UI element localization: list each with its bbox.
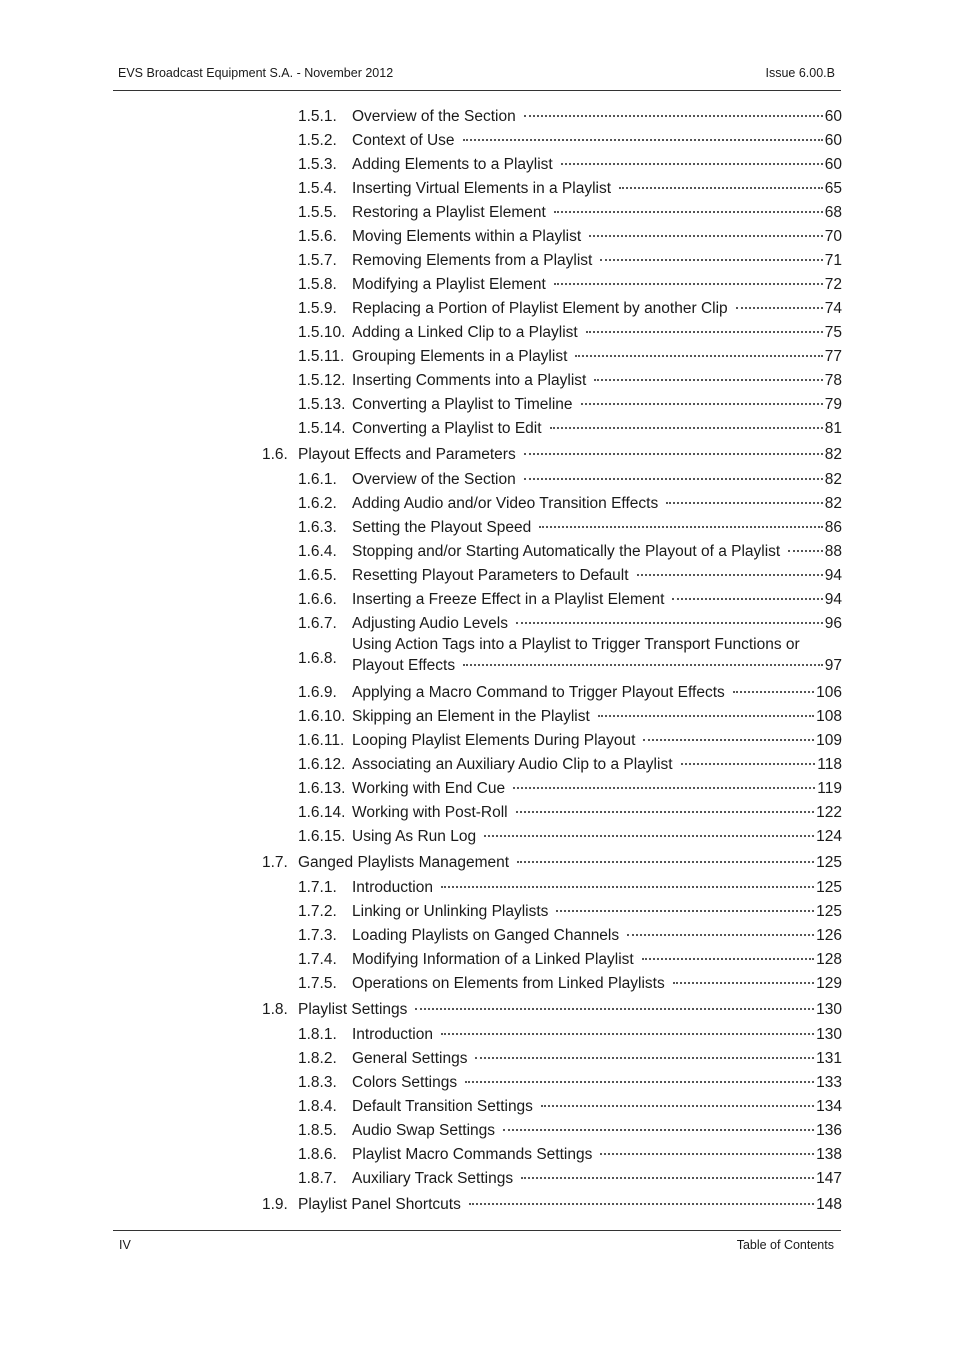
toc-entry-page: 96 xyxy=(824,615,842,632)
toc-entry-line xyxy=(352,369,842,393)
dot-leader xyxy=(681,762,816,765)
toc-entry[interactable] xyxy=(262,1167,842,1191)
toc-entry-title: Overview of the Section xyxy=(352,471,516,488)
toc-entry[interactable] xyxy=(262,753,842,777)
toc-entry[interactable] xyxy=(262,201,842,225)
toc-entry[interactable] xyxy=(262,369,842,393)
toc-entry-number: 1.7.3. xyxy=(298,927,337,944)
dot-leader xyxy=(503,1128,814,1131)
dot-leader xyxy=(586,330,823,333)
dot-leader xyxy=(516,621,823,624)
toc-entry-number: 1.9. xyxy=(262,1196,288,1213)
toc-entry-title: Replacing a Portion of Playlist Element by another Clip xyxy=(352,300,728,317)
toc-entry[interactable] xyxy=(262,417,842,441)
toc-entry-title: Adding Audio and/or Video Transition Effects xyxy=(352,495,659,512)
dot-leader xyxy=(556,909,814,912)
toc-entry-number: 1.6.10. xyxy=(298,708,346,725)
toc-entry-page: 119 xyxy=(817,780,842,797)
dot-leader xyxy=(561,162,823,165)
toc-entry-line xyxy=(352,972,842,996)
dot-leader xyxy=(463,663,823,666)
toc-entry[interactable] xyxy=(262,297,842,321)
toc-entry-title: Stopping and/or Starting Automatically the Playout of a Playlist xyxy=(352,543,781,560)
page-footer xyxy=(113,1230,841,1252)
toc-entry-line xyxy=(352,129,842,153)
toc-entry-title: Playlist Settings xyxy=(298,1001,408,1018)
toc-entry[interactable] xyxy=(262,997,842,1023)
toc-entry-line xyxy=(352,588,842,612)
toc-entry-title: Applying a Macro Command to Trigger Playout Effects xyxy=(352,684,725,701)
toc-entry[interactable] xyxy=(262,924,842,948)
toc-entry-page: 70 xyxy=(824,228,842,245)
dot-leader xyxy=(600,1152,814,1155)
dot-leader xyxy=(475,1056,814,1059)
toc-entry-number: 1.8.4. xyxy=(298,1098,337,1115)
toc-entry-line xyxy=(352,468,842,492)
toc-entry[interactable] xyxy=(262,492,842,516)
toc-entry-number: 1.6.3. xyxy=(298,519,337,536)
toc-entry[interactable] xyxy=(262,177,842,201)
toc-entry-line xyxy=(352,564,842,588)
dot-leader xyxy=(463,138,823,141)
toc-entry-page: 136 xyxy=(816,1122,842,1139)
toc-entry-title: Colors Settings xyxy=(352,1074,458,1091)
toc-entry[interactable] xyxy=(262,273,842,297)
toc-entry-line xyxy=(352,1119,842,1143)
toc-entry-page: 60 xyxy=(824,108,842,125)
dot-leader xyxy=(598,714,814,717)
dot-leader xyxy=(666,501,823,504)
toc-entry-number: 1.8.2. xyxy=(298,1050,337,1067)
toc-entry[interactable] xyxy=(262,516,842,540)
toc-entry-line xyxy=(352,1167,842,1191)
toc-entry-title: Overview of the Section xyxy=(352,108,516,125)
dot-leader xyxy=(521,1176,814,1179)
toc-entry-title: Inserting a Freeze Effect in a Playlist Element xyxy=(352,591,665,608)
dot-leader xyxy=(581,402,823,405)
toc-entry[interactable] xyxy=(262,850,842,876)
toc-entry-page: 134 xyxy=(816,1098,842,1115)
toc-entry-number: 1.5.10. xyxy=(298,324,346,341)
toc-entry-number: 1.6.14. xyxy=(298,804,346,821)
toc-entry-line xyxy=(352,825,842,849)
toc-entry-page: 125 xyxy=(816,854,842,871)
toc-entry-number: 1.5.5. xyxy=(298,204,337,221)
toc-entry-page: 86 xyxy=(824,519,842,536)
toc-entry-title: Audio Swap Settings xyxy=(352,1122,496,1139)
toc-entry-page: 129 xyxy=(816,975,842,992)
toc-entry-title: General Settings xyxy=(352,1050,468,1067)
dot-leader xyxy=(516,810,815,813)
dot-leader xyxy=(594,378,822,381)
toc-entry-page: 60 xyxy=(824,132,842,149)
toc-entry-title: Playout Effects and Parameters xyxy=(298,446,516,463)
toc-entry-line xyxy=(352,177,842,201)
toc-entry-line xyxy=(352,801,842,825)
toc-entry-page: 94 xyxy=(824,591,842,608)
toc-entry-page: 124 xyxy=(816,828,842,845)
toc-entry-title: Inserting Comments into a Playlist xyxy=(352,372,587,389)
toc-entry-title: Modifying a Playlist Element xyxy=(352,276,546,293)
toc-entry-page: 138 xyxy=(816,1146,842,1163)
toc-entry-page: 75 xyxy=(824,324,842,341)
toc-entry-title: Associating an Auxiliary Audio Clip to a Playlist xyxy=(352,756,673,773)
toc-entry-line xyxy=(352,516,842,540)
dot-leader xyxy=(637,573,823,576)
toc-entry-line xyxy=(352,924,842,948)
toc-entry[interactable] xyxy=(262,876,842,900)
toc-entry-page: 82 xyxy=(824,446,842,463)
toc-entry-page: 74 xyxy=(824,300,842,317)
toc-entry-number: 1.6.8. xyxy=(298,650,337,667)
toc-entry-page: 68 xyxy=(824,204,842,221)
dot-leader xyxy=(736,306,823,309)
toc-entry-line xyxy=(352,225,842,249)
toc-entry-title: Auxiliary Track Settings xyxy=(352,1170,514,1187)
toc-entry-page: 125 xyxy=(816,903,842,920)
header-publisher: EVS Broadcast Equipment S.A. - November 2012 xyxy=(118,66,394,80)
toc-entry-title: Modifying Information of a Linked Playlist xyxy=(352,951,634,968)
toc-entry[interactable] xyxy=(262,321,842,345)
toc-entry-title: Loading Playlists on Ganged Channels xyxy=(352,927,620,944)
toc-entry-number: 1.6.1. xyxy=(298,471,337,488)
toc-entry-number: 1.6.5. xyxy=(298,567,337,584)
dot-leader xyxy=(575,354,822,357)
dot-leader xyxy=(788,549,823,552)
dot-leader xyxy=(539,525,823,528)
toc-entry-title: Removing Elements from a Playlist xyxy=(352,252,593,269)
toc-entry-number: 1.6.11. xyxy=(298,732,345,749)
toc-entry-line xyxy=(352,201,842,225)
toc-entry[interactable] xyxy=(262,1023,842,1047)
toc-entry[interactable] xyxy=(262,681,842,705)
dot-leader xyxy=(554,282,823,285)
toc-entry[interactable] xyxy=(262,442,842,468)
dot-leader xyxy=(550,426,823,429)
toc-entry-number: 1.5.2. xyxy=(298,132,337,149)
dot-leader xyxy=(524,452,823,455)
toc-entry-title: Introduction xyxy=(352,879,433,896)
toc-entry[interactable] xyxy=(262,129,842,153)
toc-entry-page: 131 xyxy=(816,1050,842,1067)
footer-page-number: IV xyxy=(119,1238,131,1252)
toc-entry-title: Context of Use xyxy=(352,132,455,149)
toc-entry[interactable] xyxy=(262,393,842,417)
toc-entry-line xyxy=(352,777,842,801)
toc-entry-page: 60 xyxy=(824,156,842,173)
dot-leader xyxy=(673,981,814,984)
toc-entry-title: Working with Post-Roll xyxy=(352,804,508,821)
toc-entry[interactable] xyxy=(262,588,842,612)
toc-entry-title: Linking or Unlinking Playlists xyxy=(352,903,549,920)
toc-entry-title: Default Transition Settings xyxy=(352,1098,533,1115)
toc-entry-page: 130 xyxy=(816,1026,842,1043)
toc-entry-page: 82 xyxy=(824,471,842,488)
toc-entry-number: 1.6.6. xyxy=(298,591,337,608)
toc-entry-title: Moving Elements within a Playlist xyxy=(352,228,582,245)
table-of-contents xyxy=(262,105,842,1218)
toc-entry-number: 1.8. xyxy=(262,1001,288,1018)
toc-entry-title: Using As Run Log xyxy=(352,828,477,845)
toc-entry-line xyxy=(352,417,842,441)
toc-entry-page: 78 xyxy=(824,372,842,389)
toc-entry-number: 1.5.14. xyxy=(298,420,346,437)
header-issue: Issue 6.00.B xyxy=(765,66,835,80)
toc-entry-title: Restoring a Playlist Element xyxy=(352,204,546,221)
toc-entry-page: 130 xyxy=(816,1001,842,1018)
toc-entry[interactable] xyxy=(262,153,842,177)
dot-leader xyxy=(415,1007,814,1010)
toc-entry-number: 1.5.3. xyxy=(298,156,337,173)
dot-leader xyxy=(513,786,815,789)
toc-entry[interactable] xyxy=(262,249,842,273)
toc-entry[interactable] xyxy=(262,225,842,249)
dot-leader xyxy=(643,738,814,741)
toc-entry-page: 97 xyxy=(824,657,842,674)
dot-leader xyxy=(524,477,823,480)
toc-entry-page: 147 xyxy=(816,1170,842,1187)
toc-entry-line xyxy=(298,1192,842,1218)
toc-entry-number: 1.5.7. xyxy=(298,252,337,269)
toc-entry-number: 1.6. xyxy=(262,446,288,463)
toc-entry-page: 126 xyxy=(816,927,842,944)
dot-leader xyxy=(465,1080,814,1083)
toc-entry-line xyxy=(352,948,842,972)
toc-entry[interactable] xyxy=(262,705,842,729)
toc-entry-number: 1.7. xyxy=(262,854,288,871)
toc-entry-title: Inserting Virtual Elements in a Playlist xyxy=(352,180,612,197)
toc-entry-line xyxy=(352,249,842,273)
footer-section: Table of Contents xyxy=(736,1238,834,1252)
toc-entry-title: Converting a Playlist to Edit xyxy=(352,420,542,437)
dot-leader xyxy=(441,1032,814,1035)
toc-entry-title: Adding Elements to a Playlist xyxy=(352,156,553,173)
toc-entry-line xyxy=(352,900,842,924)
toc-entry-number: 1.6.7. xyxy=(298,615,337,632)
dot-leader xyxy=(524,114,823,117)
toc-entry-number: 1.7.4. xyxy=(298,951,337,968)
toc-entry-page: 79 xyxy=(824,396,842,413)
toc-entry[interactable] xyxy=(262,900,842,924)
toc-entry-line xyxy=(352,729,842,753)
toc-entry-line xyxy=(352,297,842,321)
toc-entry-line xyxy=(352,681,842,705)
toc-entry-page: 106 xyxy=(816,684,842,701)
toc-entry-number: 1.6.15. xyxy=(298,828,346,845)
toc-entry-line xyxy=(298,850,842,876)
toc-entry-title: Looping Playlist Elements During Playout xyxy=(352,732,636,749)
toc-entry-title: Adjusting Audio Levels xyxy=(352,615,508,632)
toc-entry[interactable] xyxy=(262,540,842,564)
toc-entry-page: 122 xyxy=(816,804,842,821)
dot-leader xyxy=(469,1202,814,1205)
toc-entry-line xyxy=(352,345,842,369)
toc-entry-title: Setting the Playout Speed xyxy=(352,519,532,536)
toc-entry-title: Playout Effects xyxy=(352,657,456,674)
toc-entry-title: Grouping Elements in a Playlist xyxy=(352,348,568,365)
toc-entry-line xyxy=(298,997,842,1023)
toc-entry[interactable] xyxy=(262,1192,842,1218)
toc-entry-page: 109 xyxy=(816,732,842,749)
toc-entry-line xyxy=(352,1071,842,1095)
toc-entry[interactable] xyxy=(262,564,842,588)
toc-entry-page: 133 xyxy=(816,1074,842,1091)
toc-entry[interactable] xyxy=(262,468,842,492)
toc-entry-line xyxy=(352,654,842,678)
toc-entry-title: Working with End Cue xyxy=(352,780,506,797)
toc-entry-title: Introduction xyxy=(352,1026,433,1043)
toc-entry-number: 1.8.6. xyxy=(298,1146,337,1163)
toc-entry-page: 71 xyxy=(824,252,842,269)
toc-entry[interactable] xyxy=(262,729,842,753)
toc-entry-line xyxy=(352,540,842,564)
page-header xyxy=(113,64,841,91)
dot-leader xyxy=(672,597,822,600)
toc-entry[interactable] xyxy=(262,105,842,129)
toc-entry-line xyxy=(352,1095,842,1119)
dot-leader xyxy=(484,834,814,837)
toc-entry-number: 1.8.3. xyxy=(298,1074,337,1091)
dot-leader xyxy=(642,957,814,960)
toc-entry-line xyxy=(352,1047,842,1071)
toc-entry-title: Resetting Playout Parameters to Default xyxy=(352,567,629,584)
toc-entry-number: 1.5.13. xyxy=(298,396,346,413)
toc-entry[interactable] xyxy=(262,948,842,972)
toc-entry-title: Skipping an Element in the Playlist xyxy=(352,708,590,725)
toc-entry-number: 1.7.2. xyxy=(298,903,337,920)
toc-entry-number: 1.6.4. xyxy=(298,543,337,560)
toc-entry-page: 148 xyxy=(816,1196,842,1213)
toc-entry-number: 1.7.1. xyxy=(298,879,337,896)
toc-entry-title: Converting a Playlist to Timeline xyxy=(352,396,573,413)
toc-entry-line xyxy=(352,153,842,177)
toc-entry[interactable] xyxy=(262,345,842,369)
dot-leader xyxy=(589,234,823,237)
dot-leader xyxy=(441,885,814,888)
toc-entry-page: 125 xyxy=(816,879,842,896)
toc-entry-title-line1: Using Action Tags into a Playlist to Trigger Transport Functions or xyxy=(352,636,800,653)
toc-entry-number: 1.6.2. xyxy=(298,495,337,512)
dot-leader xyxy=(517,860,814,863)
toc-entry[interactable] xyxy=(262,1047,842,1071)
toc-entry[interactable] xyxy=(262,1071,842,1095)
toc-entry-number: 1.5.8. xyxy=(298,276,337,293)
toc-entry[interactable] xyxy=(262,777,842,801)
dot-leader xyxy=(619,186,823,189)
toc-entry-title: Operations on Elements from Linked Playlists xyxy=(352,975,665,992)
toc-entry-title: Ganged Playlists Management xyxy=(298,854,510,871)
toc-entry[interactable] xyxy=(262,636,842,681)
toc-entry-line xyxy=(352,492,842,516)
toc-entry-number: 1.5.6. xyxy=(298,228,337,245)
toc-entry-title: Playlist Macro Commands Settings xyxy=(352,1146,593,1163)
toc-entry-number: 1.5.4. xyxy=(298,180,337,197)
toc-entry[interactable] xyxy=(262,801,842,825)
toc-entry-page: 77 xyxy=(824,348,842,365)
toc-entry-line xyxy=(352,876,842,900)
toc-entry-number: 1.5.12. xyxy=(298,372,346,389)
toc-entry-page: 72 xyxy=(824,276,842,293)
toc-entry-page: 118 xyxy=(817,756,842,773)
toc-entry-line xyxy=(352,1023,842,1047)
dot-leader xyxy=(600,258,822,261)
toc-entry[interactable] xyxy=(262,1119,842,1143)
toc-entry-title: Adding a Linked Clip to a Playlist xyxy=(352,324,578,341)
toc-entry-number: 1.6.9. xyxy=(298,684,337,701)
toc-entry-number: 1.5.1. xyxy=(298,108,337,125)
toc-entry-number: 1.8.5. xyxy=(298,1122,337,1139)
toc-entry-page: 88 xyxy=(824,543,842,560)
toc-entry-line xyxy=(298,442,842,468)
toc-entry-page: 128 xyxy=(816,951,842,968)
toc-entry-line xyxy=(352,321,842,345)
toc-entry[interactable] xyxy=(262,1143,842,1167)
toc-entry-line xyxy=(352,105,842,129)
toc-entry-page: 65 xyxy=(824,180,842,197)
toc-entry-number: 1.7.5. xyxy=(298,975,337,992)
toc-entry-title: Playlist Panel Shortcuts xyxy=(298,1196,461,1213)
toc-entry[interactable] xyxy=(262,825,842,849)
toc-entry-line xyxy=(352,705,842,729)
toc-entry-number: 1.5.9. xyxy=(298,300,337,317)
dot-leader xyxy=(627,933,814,936)
toc-entry[interactable] xyxy=(262,1095,842,1119)
toc-entry-line xyxy=(352,1143,842,1167)
toc-entry-page: 108 xyxy=(816,708,842,725)
toc-entry-page: 82 xyxy=(824,495,842,512)
toc-entry-number: 1.8.1. xyxy=(298,1026,337,1043)
dot-leader xyxy=(541,1104,814,1107)
toc-entry-line xyxy=(352,273,842,297)
toc-entry-page: 94 xyxy=(824,567,842,584)
toc-entry-line xyxy=(352,393,842,417)
toc-entry-number: 1.8.7. xyxy=(298,1170,337,1187)
toc-entry-page: 81 xyxy=(824,420,842,437)
toc-entry-line xyxy=(352,753,842,777)
toc-entry-number: 1.5.11. xyxy=(298,348,345,365)
toc-entry-number: 1.6.12. xyxy=(298,756,346,773)
toc-entry[interactable] xyxy=(262,972,842,996)
dot-leader xyxy=(554,210,823,213)
dot-leader xyxy=(733,690,814,693)
toc-entry-number: 1.6.13. xyxy=(298,780,346,797)
